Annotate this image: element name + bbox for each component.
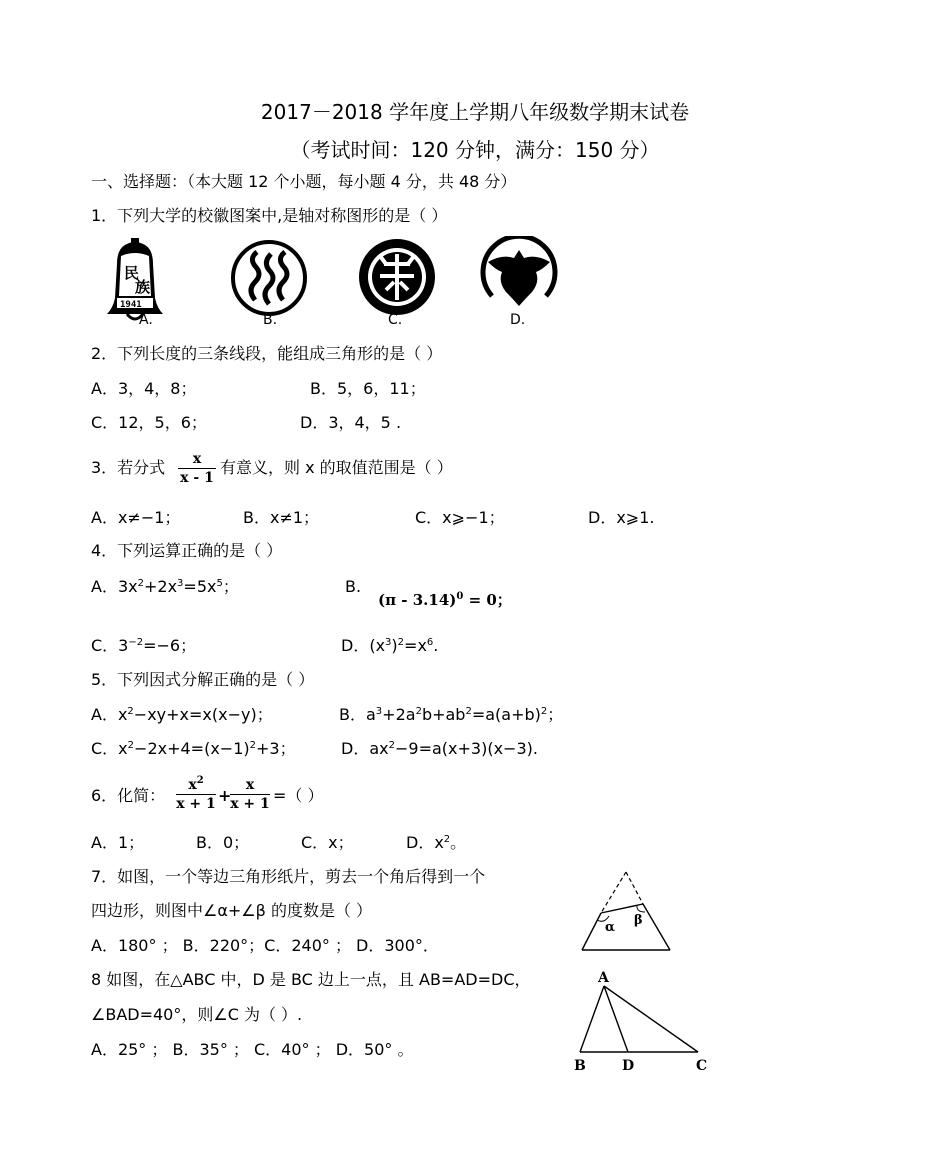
q3-denominator: x - 1 [180, 470, 214, 486]
q6-suffix: =（ ） [273, 786, 324, 805]
exam-title: 2017－2018 学年度上学期八年级数学期末试卷 [260, 100, 690, 124]
q8-point-d: D [622, 1058, 635, 1074]
q3-option-c: C．x⩾−1； [415, 508, 505, 527]
option-d-label: D. [510, 312, 526, 328]
q5-option-c: C．$x^2-2x+4=(x-1)^2+3$； [91, 739, 296, 758]
q6-option-c: C．x； [301, 833, 354, 852]
q6-f2-numerator: x [245, 777, 255, 793]
q6-plus: + [218, 786, 232, 805]
q7-line-1: 7．如图，一个等边三角形纸片，剪去一个角后得到一个 [91, 867, 486, 886]
emblem-a-bell-icon [105, 234, 165, 326]
q4-option-b-label: B. [345, 577, 362, 596]
emblem-a-year: 1941 [120, 300, 142, 310]
q6-option-b: B．0； [196, 833, 250, 852]
q5-option-a: A．$x^2-xy+x=x(x-y)$； [91, 705, 273, 724]
q2-option-d: D．3，4，5 . [300, 413, 402, 432]
q2-option-b: B．5，6，11； [310, 379, 426, 398]
option-b-label: B. [263, 312, 278, 328]
q6-f1-denominator: x + 1 [176, 796, 216, 812]
q3-option-d: D．x⩾1. [588, 508, 655, 527]
section-heading: 一、选择题：（本大题 12 个小题，每小题 4 分，共 48 分） [91, 172, 517, 191]
q5-option-d: D．$ax^2-9=a(x+3)(x-3)$. [341, 739, 538, 758]
q3-option-b: B．x≠1； [243, 508, 320, 527]
question-2: 2．下列长度的三条线段，能组成三角形的是（ ） [91, 344, 443, 363]
question-4: 4．下列运算正确的是（ ） [91, 541, 283, 560]
emblem-a-char-2: 族 [135, 278, 151, 296]
question-5: 5．下列因式分解正确的是（ ） [91, 670, 315, 689]
option-c-label: C. [388, 312, 403, 328]
q6-option-d: D．$x^2$。 [406, 833, 467, 852]
emblem-c-seal-icon [356, 236, 438, 318]
q3-option-a: A．x≠−1； [91, 508, 181, 527]
q8-options: A．25° ； B．35° ； C．40° ； D．50° 。 [91, 1040, 414, 1059]
q8-point-a: A [598, 970, 609, 986]
exam-subtitle: （考试时间：120 分钟，满分：150 分） [290, 138, 660, 162]
q7-options: A．180° ； B．220°；C．240° ； D．300°． [91, 936, 439, 955]
q2-option-a: A．3，4，8； [91, 379, 197, 398]
q3-numerator: x [192, 451, 202, 467]
q3-prefix: 3．若分式 [91, 458, 166, 477]
q7-beta-label: β [634, 913, 643, 928]
q4-option-c: C．$3^{-2}=-6$； [91, 636, 197, 655]
q7-triangle-figure [576, 868, 676, 954]
q4-option-a: A．$3x^2+2x^3=5x^5$； [91, 577, 239, 596]
q4-option-d: D．$(x^3)^2=x^6$. [341, 636, 439, 655]
q6-fraction-2 [230, 776, 270, 813]
q8-point-c: C [696, 1058, 708, 1074]
emblem-b-waves-icon [229, 238, 309, 318]
q5-option-b: B．$a^3+2a^2b+ab^2=a(a+b)^2$； [339, 705, 564, 724]
q6-f2-denominator: x + 1 [230, 796, 270, 812]
q8-line-1: 8 如图，在△ABC 中，D 是 BC 边上一点，且 AB=AD=DC， [91, 970, 531, 989]
q3-suffix: 有意义，则 x 的取值范围是（ ） [220, 458, 453, 477]
option-a-label: A. [139, 312, 153, 328]
q8-triangle-figure [566, 966, 716, 1078]
q6-fraction-1 [176, 776, 216, 813]
emblem-d-bird-icon [478, 236, 560, 318]
q8-point-b: B [574, 1058, 586, 1074]
question-1: 1．下列大学的校徽图案中,是轴对称图形的是（ ） [91, 206, 448, 225]
q7-line-2: 四边形，则图中∠α+∠β 的度数是（ ） [91, 901, 373, 920]
q6-prefix: 6．化简： [91, 786, 166, 805]
q4-option-b-expr: (π - 3.14)$^0$ = 0； [378, 591, 512, 609]
emblem-a-char-1: 民 [124, 264, 140, 282]
q8-line-2: ∠BAD=40°，则∠C 为（ ）. [91, 1005, 303, 1024]
q2-option-c: C．12，5，6； [91, 413, 207, 432]
q6-option-a: A．1； [91, 833, 145, 852]
q3-fraction [178, 450, 216, 487]
q7-alpha-label: α [605, 920, 616, 935]
q6-f1-numerator: $x^2$ [188, 775, 204, 793]
